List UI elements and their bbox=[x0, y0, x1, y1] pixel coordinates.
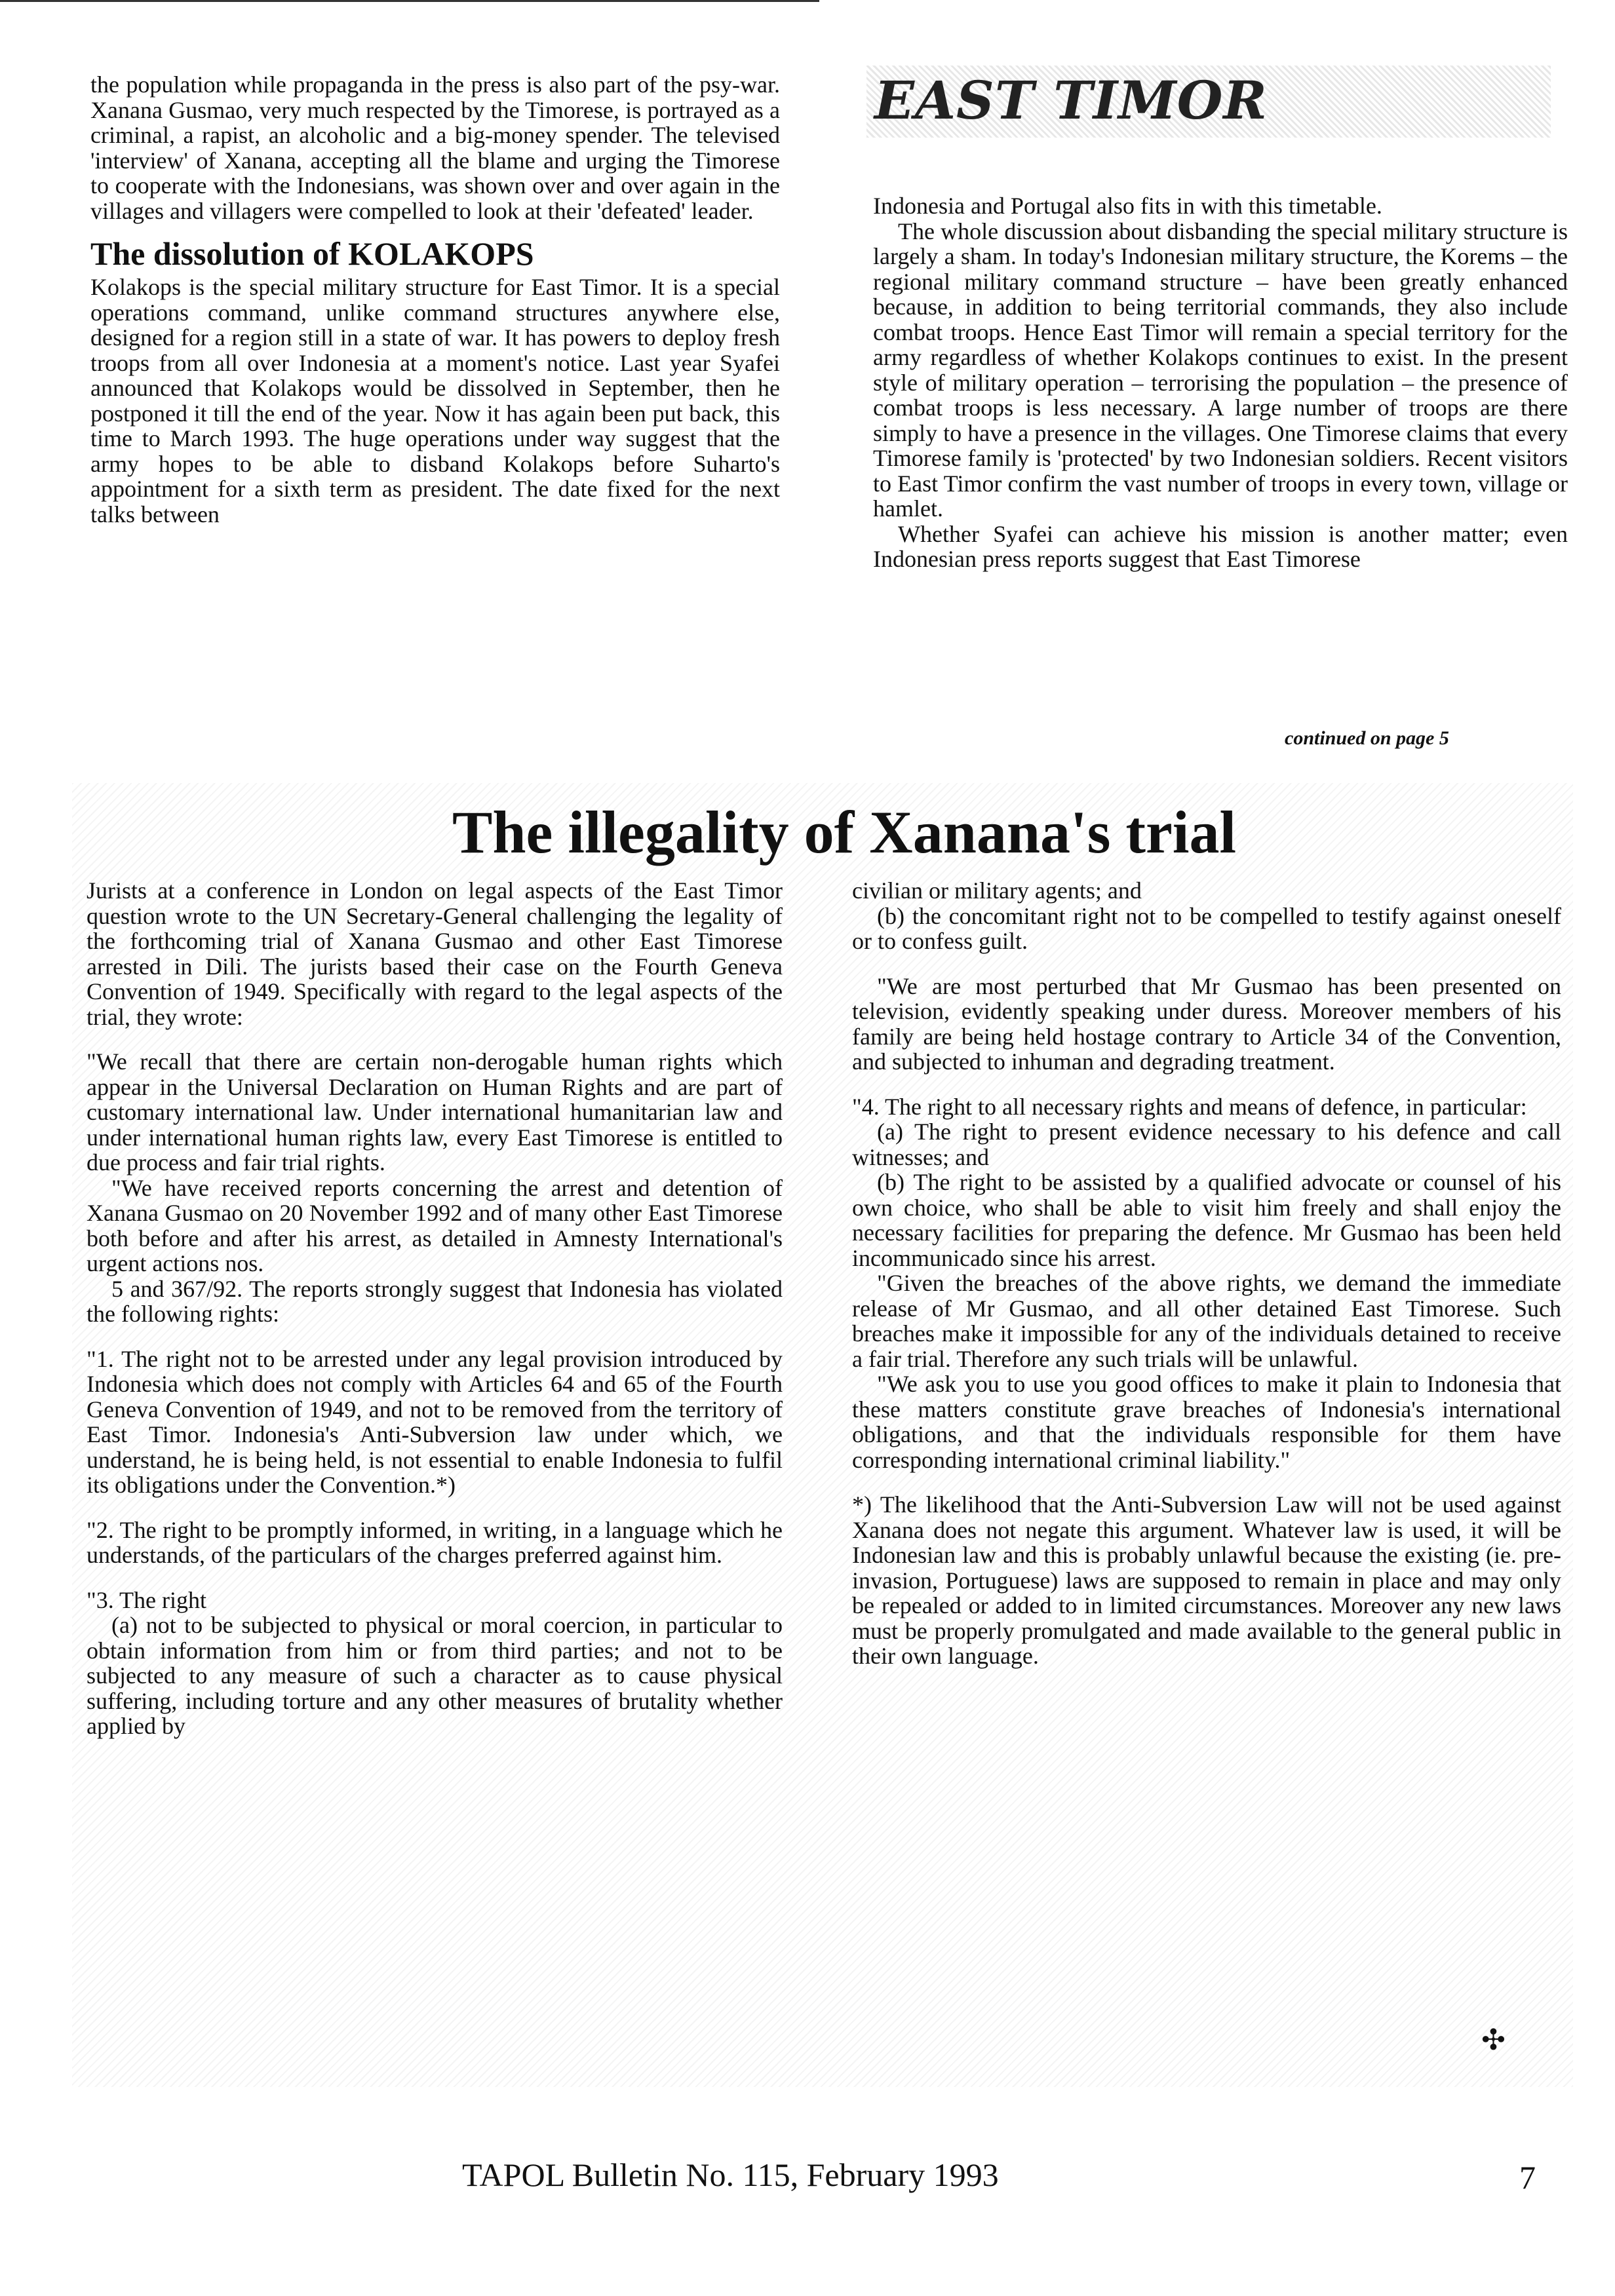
top-rule bbox=[0, 0, 819, 2]
trial-footnote: *) The likelihood that the Anti-Subversion Law will not be used against Xanana does not negate this argument. Whatever law is used, it will be Indonesian law and this is probably unlawful because the existing (ie. pre-invasion, Portuguese) laws are supposed to remain in place and may only be repealed or added to in limited circumstances. Moreover any new laws must be properly promulgated and made available to the general public in their own language. bbox=[852, 1491, 1561, 1669]
trial-right-2: "2. The right to be promptly informed, in writing, in a language which he understands, of the particulars of the charges preferred against him. bbox=[87, 1516, 783, 1568]
trial-right-1: "1. The right not to be arrested under any legal provision introduced by Indonesia which does not comply with Articles 64 and 65 of the Fourth Geneva Convention of 1949, and not to be removed from the territory of East Timor. Indonesia's Anti-Subversion law under which, we understand, he is being held, is not essential to enable Indonesia to fulfil its obligations under the Convention.*) bbox=[87, 1345, 783, 1498]
trial-right-p3: "We are most perturbed that Mr Gusmao has been presented on television, evidently speaking under duress. Moreover members of his family are being held hostage contrary to Article 34 of the Convention, and subjected to inhuman and degrading treatment. bbox=[852, 972, 1561, 1075]
trial-right-p4b: (b) The right to be assisted by a qualified advocate or counsel of his own choice, who shall be able to visit him freely and shall enjoy the necessary facilities for preparing the defence. Mr Gusmao has been held incommunicado since his arrest. bbox=[852, 1169, 1561, 1271]
kolakops-paragraph: Kolakops is the special military structure for East Timor. It is a special operations command, unlike command structures anywhere else, designed for a region still in a state of war. It has powers to deploy fresh troops from all over Indonesia at a moment's notice. Last year Syafei announced that Kolakops would be dissolved in September, then he postponed it till the end of the year. Now it has again been put back, this time to March 1993. The huge operations under way suggest that the army hopes to be able to disband Kolakops before Suharto's appointment for a sixth term as president. The date fixed for the next talks between bbox=[90, 274, 780, 527]
trial-title: The illegality of Xanana's trial bbox=[452, 799, 1236, 866]
trial-right-p4a: (a) The right to present evidence necessary to his defence and call witnesses; and bbox=[852, 1119, 1561, 1170]
trial-left-p1: Jurists at a conference in London on legal aspects of the East Timor question wrote to the UN Secretary-General challenging the legality of the forthcoming trial of Xanana Gusmao and other East Timorese arrested in Dili. The jurists based their case on the Fourth Geneva Convention of 1949. Specifically with regard to the legal aspects of the trial, they wrote: bbox=[87, 877, 783, 1030]
column-top-left bbox=[90, 72, 780, 527]
col2-paragraph-1: Indonesia and Portugal also fits in with this timetable. bbox=[873, 193, 1382, 219]
continued-note: continued on page 5 bbox=[1285, 727, 1449, 749]
trial-right-p5: "Given the breaches of the above rights, we demand the immediate release of Mr Gusmao, and all other detained East Timorese. Such breaches make it impossible for any of the individuals detained to receive a fair trial. Therefore any such trials will be unlawful. bbox=[852, 1270, 1561, 1372]
trial-left-p3: "We have received reports concerning the arrest and detention of Xanana Gusmao on 20 November 1992 and of many other East Timorese both before and after his arrest, as detailed in Amnesty International's urgent actions nos. bbox=[87, 1174, 783, 1276]
trial-left-p2: "We recall that there are certain non-derogable human rights which appear in the Universal Declaration on Human Rights and are part of customary international law. Under international humanitarian law and under international human rights law, every East Timorese is entitled to due process and fair trial rights. bbox=[87, 1048, 783, 1176]
trial-right-p6: "We ask you to use you good offices to make it plain to Indonesia that these matters constitute grave breaches of Indonesia's international obligations, and that the individuals responsible for them have corresponding international criminal liability." bbox=[852, 1371, 1561, 1473]
trial-column-right bbox=[852, 878, 1561, 1669]
trial-right-3: "3. The right bbox=[87, 1586, 207, 1613]
page-number: 7 bbox=[1519, 2159, 1536, 2196]
trial-right-p4: "4. The right to all necessary rights and means of defence, in particular: bbox=[852, 1093, 1527, 1120]
section-banner bbox=[866, 66, 1551, 138]
footer-publication: TAPOL Bulletin No. 115, February 1993 bbox=[462, 2156, 999, 2193]
kolakops-heading: The dissolution of KOLAKOPS bbox=[90, 235, 534, 272]
col2-paragraph-3: Whether Syafei can achieve his mission is another matter; even Indonesian press reports suggest that East Timorese bbox=[873, 520, 1568, 572]
trial-left-p4: 5 and 367/92. The reports strongly suggest that Indonesia has violated the following rights: bbox=[87, 1275, 783, 1327]
end-mark-icon: ✣ bbox=[1481, 2024, 1506, 2056]
section-label: EAST TIMOR bbox=[874, 69, 1268, 131]
trial-right-p1: civilian or military agents; and bbox=[852, 877, 1142, 904]
col2-paragraph-2: The whole discussion about disbanding the special military structure is largely a sham. In today's Indonesian military structure, the Korems – the regional military command structure – have been greatly enhanced because, in addition to being territorial commands, they also include combat troops. Hence East Timor will remain a special territory for the army regardless of whether Kolakops continues to exist. In the present style of military operation – terrorising the population – the presence of combat troops is less necessary. A large number of troops are there simply to have a presence in the villages. One Timorese claims that every Timorese family is 'protected' by two Indonesian soldiers. Recent visitors to East Timor confirm the vast number of troops in every town, village or hamlet. bbox=[873, 218, 1568, 522]
trial-column-left bbox=[87, 878, 783, 1739]
intro-paragraph: the population while propaganda in the press is also part of the psy-war. Xanana Gusmao, very much respected by the Timorese, is portrayed as a criminal, a rapist, an alcoholic and a big-money spender. The televised 'interview' of Xanana, accepting all the blame and urging the Timorese to cooperate with the Indonesians, was shown over and over again in the villages and villagers were compelled to look at their 'defeated' leader. bbox=[90, 71, 780, 224]
column-top-right bbox=[873, 193, 1568, 572]
trial-right-3a: (a) not to be subjected to physical or moral coercion, in particular to obtain information from him or from third parties; and not to be subjected to any measure of such a character as to cause physical suffering, including torture and any other measures of brutality whether applied by bbox=[87, 1612, 783, 1739]
trial-right-p2: (b) the concomitant right not to be compelled to testify against oneself or to confess guilt. bbox=[852, 902, 1561, 954]
